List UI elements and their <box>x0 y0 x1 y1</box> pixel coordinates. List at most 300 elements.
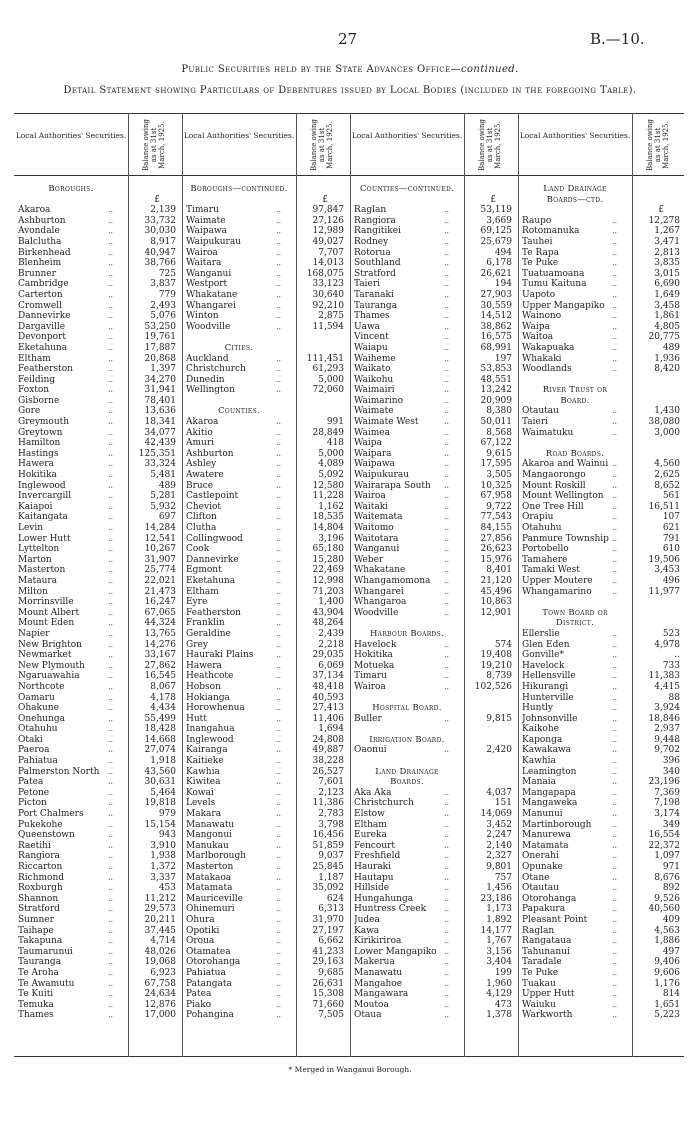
authority-name: Cook <box>186 544 210 555</box>
table-column-group <box>182 184 348 1021</box>
section-heading-text: Cities. <box>224 342 254 353</box>
leader-dots: .. <box>276 597 282 607</box>
authority-name: Mount Eden <box>18 618 75 629</box>
authority-name: Hastings <box>18 448 59 459</box>
authority-name: Waimate <box>186 215 226 226</box>
authority-name: Foxton <box>18 385 50 396</box>
authority-name: Vincent <box>354 332 389 343</box>
balance-value: 28,849 <box>312 427 344 438</box>
authority-name: Horowhenua <box>186 703 245 714</box>
section-heading-text: Counties—continued. <box>359 184 455 194</box>
leader-dots: .. <box>276 438 282 448</box>
balance-value: 71,203 <box>312 586 344 597</box>
table-row <box>350 650 516 661</box>
leader-dots: .. <box>276 809 282 819</box>
authority-name: Mount Wellington <box>522 491 604 502</box>
leader-dots: .. <box>276 967 282 977</box>
table-row <box>14 714 180 725</box>
table-row <box>14 947 180 958</box>
leader-dots: .. <box>108 353 114 363</box>
authority-name: Milton <box>18 586 48 597</box>
table-row <box>518 565 684 576</box>
leader-dots: .. <box>444 480 450 490</box>
balance-value: 9,406 <box>654 957 680 968</box>
balance-value: 3,669 <box>486 215 512 226</box>
authority-name: Hautapu <box>354 872 394 883</box>
balance-value: 3,471 <box>654 236 680 247</box>
table-row <box>350 873 516 884</box>
leader-dots: .. <box>108 406 114 416</box>
section-heading-text: Boroughs—continued. <box>190 184 288 194</box>
table-row <box>518 915 684 926</box>
balance-value: 814 <box>662 989 680 1000</box>
table-row <box>350 671 516 682</box>
leader-dots: .. <box>612 1010 618 1020</box>
balance-value: 19,068 <box>144 957 176 968</box>
balance-value: 9,702 <box>654 745 680 756</box>
balance-value: 27,856 <box>480 533 512 544</box>
leader-dots: .. <box>276 512 282 522</box>
balance-value: 5,932 <box>150 501 176 512</box>
authority-name: Waitara <box>186 258 222 269</box>
authority-name: Eketahuna <box>18 342 68 353</box>
table-row <box>182 205 348 216</box>
balance-value: 19,506 <box>648 554 680 565</box>
leader-dots: .. <box>276 268 282 278</box>
table-row <box>14 904 180 915</box>
leader-dots: .. <box>444 321 450 331</box>
balance-value: 3,910 <box>150 840 176 851</box>
authority-name: Wellington <box>186 385 235 396</box>
leader-dots: .. <box>444 226 450 236</box>
leader-dots: .. <box>276 544 282 554</box>
table-row <box>518 788 684 799</box>
authority-name: Hokitika <box>18 470 57 481</box>
table-row <box>350 417 516 428</box>
leader-dots: .. <box>108 787 114 797</box>
balance-value: 31,941 <box>144 385 176 396</box>
authority-name: Woodville <box>354 607 399 618</box>
balance-value: 4,037 <box>486 787 512 798</box>
leader-dots: .. <box>444 438 450 448</box>
leader-dots: .. <box>612 777 618 787</box>
leader-dots: .. <box>444 523 450 532</box>
authority-name: Hutt <box>186 713 207 724</box>
authority-name: Hillside <box>354 883 390 894</box>
balance-value: 48,264 <box>312 618 344 629</box>
leader-dots: .. <box>444 215 450 225</box>
leader-dots: .. <box>444 830 450 840</box>
authority-name: Waipa <box>354 438 382 449</box>
table-row <box>182 449 348 460</box>
table-row <box>350 438 516 449</box>
authority-name: Ashburton <box>18 215 66 226</box>
authority-name: Waikato <box>354 364 391 375</box>
authority-name: Collingwood <box>186 533 243 544</box>
balance-value: 2,420 <box>486 745 512 756</box>
leader-dots: .. <box>276 862 282 871</box>
leader-dots: .. <box>108 597 114 607</box>
section-heading <box>518 184 684 195</box>
table-row <box>14 693 180 704</box>
table-row <box>350 428 516 439</box>
authority-name: Kowai <box>186 787 214 798</box>
leader-dots: .. <box>108 914 114 924</box>
leader-dots: .. <box>444 872 450 882</box>
balance-value: 21,473 <box>144 586 176 597</box>
leader-dots: .. <box>444 427 450 437</box>
table-row <box>518 820 684 831</box>
authority-name: Egmont <box>186 565 222 576</box>
table-row <box>518 798 684 809</box>
balance-value: 1,397 <box>150 364 176 375</box>
authority-name: Rangitikei <box>354 226 401 237</box>
spacer-row <box>518 597 684 608</box>
leader-dots: .. <box>444 554 450 564</box>
leader-dots: .. <box>276 713 282 723</box>
balance-value: 41,233 <box>312 946 344 957</box>
section-heading <box>350 735 516 746</box>
leader-dots: .. <box>108 512 114 522</box>
balance-value: 4,560 <box>654 459 680 470</box>
authority-name: Westport <box>186 279 228 290</box>
balance-value: 30,631 <box>144 777 176 788</box>
table-row <box>350 544 516 555</box>
table-row <box>350 258 516 269</box>
authority-name: Waimatuku <box>522 427 574 438</box>
authority-name: Invercargill <box>18 491 72 502</box>
authority-name: Cheviot <box>186 501 222 512</box>
balance-value: 5,000 <box>318 448 344 459</box>
authority-name: Featherston <box>186 607 241 618</box>
authority-name: New Brighton <box>18 639 82 650</box>
table-row <box>182 830 348 841</box>
authority-name: Kaponga <box>522 734 563 745</box>
authority-name: Woodlands <box>522 364 572 375</box>
page-reference: B.—10. <box>590 30 645 48</box>
authority-name: Hawera <box>18 459 54 470</box>
authority-name: Havelock <box>354 639 397 650</box>
balance-value: 12,580 <box>312 480 344 491</box>
authority-name: Kaitieke <box>186 756 224 767</box>
table-row <box>518 406 684 417</box>
leader-dots: .. <box>444 936 450 946</box>
table-row <box>518 894 684 905</box>
table-row <box>350 364 516 375</box>
leader-dots: .. <box>612 321 618 331</box>
leader-dots: .. <box>612 554 618 564</box>
authority-name: Wairoa <box>186 247 218 258</box>
leader-dots: .. <box>108 978 114 988</box>
authority-name: Castlepoint <box>186 491 239 502</box>
leader-dots: .. <box>108 830 114 840</box>
spacer-row <box>350 618 516 629</box>
table-row <box>14 650 180 661</box>
authority-name: Inglewood <box>186 734 234 745</box>
authority-name: Gonville* <box>522 650 564 661</box>
leader-dots: .. <box>612 819 618 829</box>
leader-dots: .. <box>276 787 282 797</box>
leader-dots: .. <box>108 819 114 829</box>
balance-value: 65,180 <box>312 544 344 555</box>
authority-name: Raetihi <box>18 840 51 851</box>
leader-dots: .. <box>108 883 114 893</box>
column-header-balance-text: Balance owing as at 31st March, 1925. <box>478 119 502 171</box>
table-row <box>182 491 348 502</box>
leader-dots: .. <box>108 374 114 384</box>
leader-dots: .. <box>276 734 282 744</box>
balance-value: 733 <box>662 660 680 671</box>
balance-value: 53,250 <box>144 321 176 332</box>
leader-dots: .. <box>276 480 282 490</box>
leader-dots: .. <box>612 967 618 977</box>
table-row <box>518 862 684 873</box>
authority-name: Whangamomona <box>354 575 431 586</box>
authority-name: Bruce <box>186 480 214 491</box>
table-row <box>518 481 684 492</box>
balance-value: 20,775 <box>648 332 680 343</box>
authority-name: Opunake <box>522 862 563 872</box>
authority-name: Oamaru <box>18 692 55 703</box>
table-row <box>14 449 180 460</box>
table-row <box>350 640 516 651</box>
section-heading-text: Hospital Board. <box>372 703 442 714</box>
leader-dots: .. <box>108 470 114 480</box>
leader-dots: .. <box>276 830 282 840</box>
page-title <box>0 64 700 75</box>
authority-name: Dunedin <box>186 374 225 385</box>
table-row <box>350 332 516 343</box>
authority-name: Weber <box>354 554 384 565</box>
leader-dots: .. <box>108 575 114 585</box>
leader-dots: .. <box>444 385 450 395</box>
balance-value: 10,325 <box>480 480 512 491</box>
balance-value: .. <box>674 650 680 661</box>
leader-dots: .. <box>612 978 618 988</box>
table-row <box>14 841 180 852</box>
table-row <box>350 248 516 259</box>
authority-name: Waikohu <box>354 374 394 385</box>
leader-dots: .. <box>108 957 114 967</box>
authority-name: Wanganui <box>354 544 400 555</box>
authority-name: Otaki <box>18 734 43 745</box>
balance-value: 48,551 <box>480 374 512 385</box>
authority-name: Hellensville <box>522 671 576 682</box>
balance-value: 725 <box>158 268 176 279</box>
balance-value: 38,228 <box>312 756 344 767</box>
table-row <box>350 798 516 809</box>
balance-value: 22,469 <box>312 565 344 576</box>
leader-dots: .. <box>276 575 282 585</box>
authority-name: Hunterville <box>522 692 574 703</box>
leader-dots: .. <box>612 586 618 596</box>
leader-dots: .. <box>444 374 450 384</box>
table-row <box>14 703 180 714</box>
balance-value: 18,846 <box>648 713 680 724</box>
leader-dots: .. <box>444 809 450 819</box>
table-row <box>14 851 180 862</box>
balance-value: 18,428 <box>144 724 176 735</box>
authority-name: Marlborough <box>186 851 247 862</box>
balance-value: 1,938 <box>150 851 176 862</box>
section-heading <box>350 629 516 640</box>
leader-dots: .. <box>276 639 282 649</box>
balance-value: 31,970 <box>312 914 344 925</box>
balance-value: 621 <box>662 523 680 533</box>
leader-dots: .. <box>108 491 114 501</box>
authority-name: Featherston <box>18 364 73 375</box>
section-heading <box>350 184 516 195</box>
leader-dots: .. <box>108 523 114 532</box>
leader-dots: .. <box>444 607 450 617</box>
balance-value: 78,401 <box>144 395 176 406</box>
leader-dots: .. <box>444 406 450 416</box>
section-heading <box>518 385 684 396</box>
balance-value: 43,560 <box>144 766 176 777</box>
authority-name: Taradale <box>522 957 562 968</box>
leader-dots: .. <box>444 787 450 797</box>
spacer-row <box>518 438 684 449</box>
table-row <box>182 714 348 725</box>
leader-dots: .. <box>276 946 282 956</box>
authority-name: Kiwitea <box>186 777 221 788</box>
authority-name: Otahuhu <box>522 523 562 533</box>
authority-name: Hokitika <box>354 650 393 661</box>
balance-value: 1,430 <box>654 406 680 417</box>
authority-name: Waipawa <box>186 226 227 237</box>
balance-value: 33,324 <box>144 459 176 470</box>
table-row <box>518 703 684 714</box>
authority-name: Tuatuamoana <box>522 268 585 279</box>
section-heading <box>182 406 348 417</box>
leader-dots: .. <box>444 904 450 914</box>
authority-name: Geraldine <box>186 628 231 639</box>
table-row <box>14 205 180 216</box>
balance-value: 12,278 <box>648 215 680 226</box>
leader-dots: .. <box>276 311 282 321</box>
table-row <box>14 936 180 947</box>
section-heading-text: Land Drainage <box>375 766 439 777</box>
authority-name: Southland <box>354 258 401 269</box>
column-header-balance-text: Balance owing as at 31st March, 1925. <box>310 119 334 171</box>
leader-dots: .. <box>108 533 114 543</box>
balance-value: 1,173 <box>486 904 512 915</box>
title-main: Public Securities held by the State Advances Office— <box>181 64 461 75</box>
balance-value: 2,327 <box>486 851 512 862</box>
balance-value: 14,177 <box>480 925 512 936</box>
spacer-row <box>350 724 516 735</box>
section-heading <box>182 343 348 354</box>
table-row <box>518 682 684 693</box>
table-row <box>182 798 348 809</box>
balance-value: 396 <box>662 756 680 767</box>
table-row <box>14 968 180 979</box>
leader-dots: .. <box>612 862 618 871</box>
balance-value: 194 <box>494 279 512 290</box>
balance-value: 27,862 <box>144 660 176 671</box>
table-row <box>14 459 180 470</box>
authority-name: Rodney <box>354 236 389 247</box>
authority-name: Carterton <box>18 289 63 300</box>
leader-dots: .. <box>276 618 282 628</box>
table-row <box>182 693 348 704</box>
balance-value: 3,505 <box>486 470 512 481</box>
authority-name: Havelock <box>522 660 565 671</box>
table-row <box>350 449 516 460</box>
balance-value: 16,511 <box>648 501 680 512</box>
balance-value: 496 <box>662 575 680 586</box>
table-row <box>350 343 516 354</box>
table-row <box>518 830 684 841</box>
authority-name: Wakapuaka <box>522 342 575 353</box>
leader-dots: .. <box>612 470 618 480</box>
balance-value: 34,077 <box>144 427 176 438</box>
table-row <box>350 714 516 725</box>
authority-name: Masterton <box>186 862 234 872</box>
balance-value: 125,351 <box>138 448 176 459</box>
authority-name: Waipa <box>522 321 550 332</box>
balance-value: 14,013 <box>312 258 344 269</box>
authority-name: Hobson <box>186 681 221 692</box>
balance-value: 77,543 <box>480 512 512 523</box>
table-row <box>518 332 684 343</box>
table-row <box>14 640 180 651</box>
authority-name: Waiapu <box>354 342 388 353</box>
table-row <box>518 555 684 566</box>
balance-value: 20,909 <box>480 395 512 406</box>
table-row <box>518 767 684 778</box>
leader-dots: .. <box>444 544 450 554</box>
authority-name: Avondale <box>18 226 60 237</box>
leader-dots: .. <box>444 597 450 607</box>
balance-value: 523 <box>662 628 680 639</box>
leader-dots: .. <box>444 989 450 999</box>
leader-dots: .. <box>444 236 450 246</box>
table-row <box>518 841 684 852</box>
table-row <box>182 269 348 280</box>
header-rule <box>14 175 684 176</box>
authority-name: Temuka <box>18 999 54 1010</box>
authority-name: Thames <box>18 1010 54 1021</box>
authority-name: Dannevirke <box>18 311 71 322</box>
balance-value: 67,758 <box>144 978 176 989</box>
authority-name: Whakatane <box>186 289 238 300</box>
table-row <box>14 311 180 322</box>
balance-value: 9,685 <box>318 967 344 978</box>
authority-name: Aka Aka <box>354 787 392 798</box>
authority-name: Mangapapa <box>522 787 576 798</box>
balance-value: 42,439 <box>144 438 176 449</box>
leader-dots: .. <box>276 978 282 988</box>
table-row <box>518 523 684 534</box>
leader-dots: .. <box>276 533 282 543</box>
balance-value: 40,947 <box>144 247 176 258</box>
authority-name: Awatere <box>186 470 224 481</box>
table-row <box>14 587 180 598</box>
authority-name: Uapoto <box>522 289 556 300</box>
balance-value: 1,651 <box>654 999 680 1010</box>
table-row <box>14 661 180 672</box>
table-row <box>518 777 684 788</box>
balance-value: 19,408 <box>480 650 512 661</box>
table-row <box>14 555 180 566</box>
table-row <box>14 502 180 513</box>
leader-dots: .. <box>444 1010 450 1020</box>
authority-name: Cambridge <box>18 279 69 290</box>
balance-value: 26,527 <box>312 766 344 777</box>
table-row <box>182 1000 348 1011</box>
balance-value: 53,853 <box>480 364 512 375</box>
